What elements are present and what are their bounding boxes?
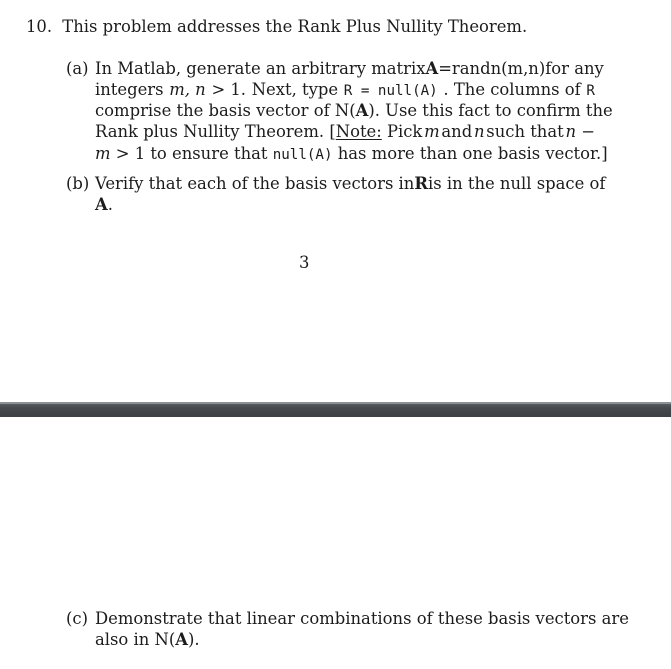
page-number: 3 [299, 253, 310, 272]
problem-heading [26, 16, 527, 37]
part-a-line-2: integers m, n > 1. Next, type R = null(A) . The columns of R [95, 79, 595, 102]
problem-number: 10. [26, 17, 53, 36]
note-label: Note: [335, 122, 382, 141]
part-c-line-2: also in N(A). [95, 630, 200, 649]
code-null: null(A) [272, 147, 333, 163]
page-separator [0, 402, 671, 417]
part-c-line-1: Demonstrate that linear combinations of these basis vectors are [95, 609, 629, 628]
matrix-a: A [425, 59, 439, 78]
code-null-assign: R = null(A) [343, 83, 438, 99]
part-a-label: (a) [66, 59, 89, 78]
part-a-line-5: m > 1 to ensure that null(A) has more than one basis vector.] [95, 144, 608, 163]
part-a-line-3: comprise the basis vector of N(A). Use this fact to confirm the [95, 101, 613, 120]
part-b-label: (b) [66, 174, 90, 193]
page-lower [0, 417, 671, 669]
part-b-line-2: A. [95, 195, 113, 214]
part-c-label: (c) [66, 609, 88, 628]
part-b-line-1: Verify that each of the basis vectors in R is in the null space of [95, 174, 606, 193]
part-a-line-4: Rank plus Nullity Theorem. [Note: Pick m and n such that n − [95, 122, 595, 141]
part-a-line-1: In Matlab, generate an arbitrary matrix A = randn(m,n) for any [95, 59, 604, 78]
problem-title: This problem addresses the Rank Plus Nullity Theorem. [62, 17, 528, 36]
